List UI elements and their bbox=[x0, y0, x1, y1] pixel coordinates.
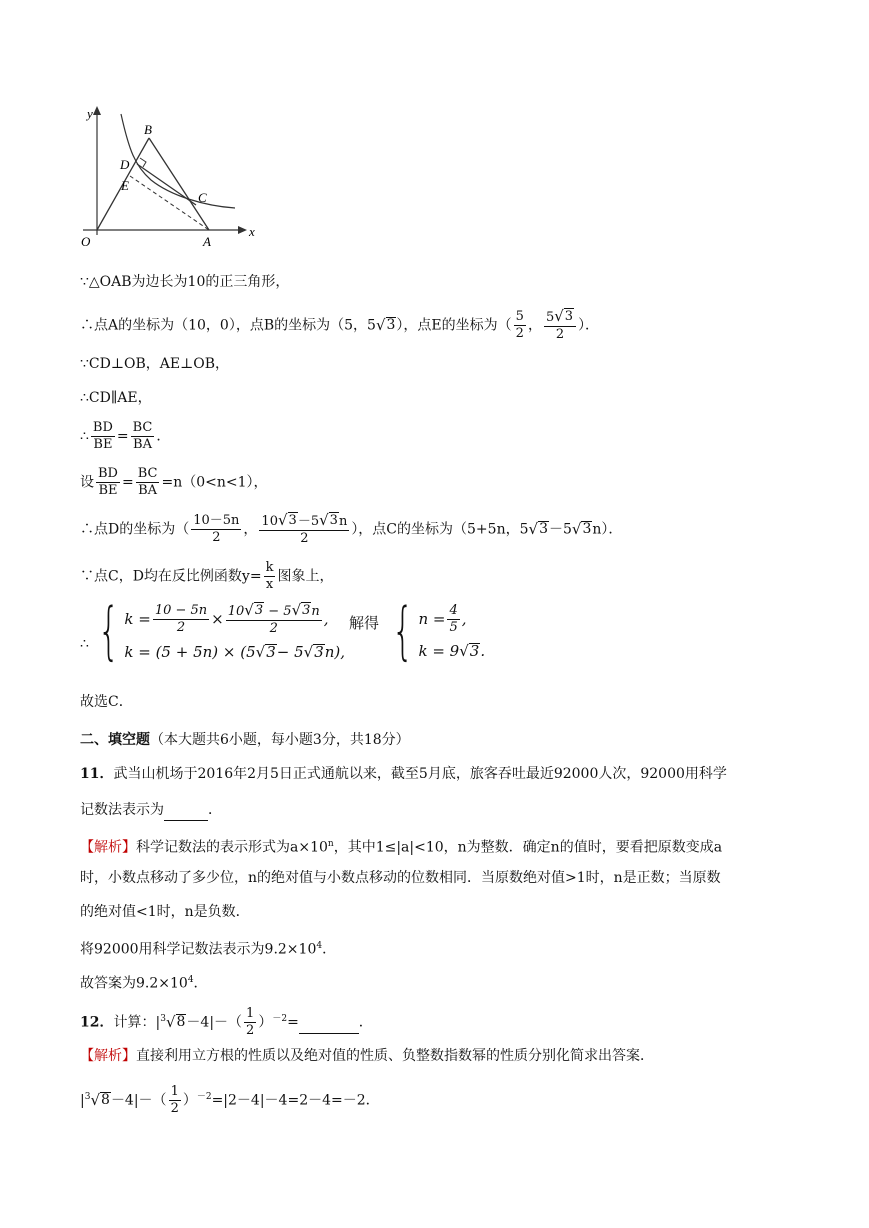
question-12: 12．计算：$|^3$ √ 8 －4|－（ $\frac{1}{2}$ ）$^{-2}$= ． bbox=[80, 1006, 373, 1038]
solution-line-1: ∵△OAB为边长为10的正三角形， bbox=[80, 274, 290, 290]
question-11-line-1: 11．武当山机场于2016年2月5日正式通航以来，截至5月底，旅客吞吐最近92000人次，92000用科学 bbox=[80, 766, 727, 782]
fraction-BC-BA: $\frac{BC}{BA}$ bbox=[132, 420, 153, 452]
solution-line-8: ∵点C，D均在反比例函数y= $\frac{k}{x}$ 图象上， bbox=[80, 560, 334, 592]
solution-n: n = $\frac{4}{5}$ , bbox=[418, 602, 467, 635]
label-A: A bbox=[203, 234, 211, 249]
fraction-BD-BE-2: $\frac{BD}{BE}$ bbox=[98, 466, 118, 498]
solution-line-4: ∴CD∥AE， bbox=[80, 390, 152, 406]
analysis-11-line-5: 故答案为$9.2\times 10^4$． bbox=[80, 975, 208, 992]
analysis-11-line-2: 时，小数点移动了多少位，n的绝对值与小数点移动的位数相同．当原数绝对值>1时，n是正数；当原数 bbox=[80, 870, 721, 886]
fraction-5-2: $\frac{5}{2}$ bbox=[515, 309, 524, 341]
solution-line-3: ∵CD⊥OB，AE⊥OB， bbox=[80, 356, 230, 372]
segment-CD bbox=[137, 164, 196, 205]
solution-line-6: 设 $\frac{BD}{BE}$ = $\frac{BC}{BA}$ =n（0<n<1）， bbox=[80, 466, 268, 498]
answer-blank-12 bbox=[299, 1013, 359, 1034]
label-E: E bbox=[121, 178, 129, 193]
fraction-BD-BE: $\frac{BD}{BE}$ bbox=[92, 420, 113, 452]
sqrt-3: √ 3 bbox=[375, 315, 396, 334]
label-y: y bbox=[87, 106, 93, 121]
solution-conclusion: 故选C． bbox=[80, 694, 133, 710]
solution-line-5: ∴ $\frac{BD}{BE}$ = $\frac{BC}{BA}$ ． bbox=[80, 420, 171, 452]
solution-line-7: ∴点D的坐标为（ $\frac{10-5n}{2}$ ， 10 √ 3 －5 √ 3 n 2 ），点C的坐标为（5+5n，5 √ 3 －5 √ 3 n）． bbox=[80, 511, 623, 546]
geometry-figure bbox=[75, 100, 265, 250]
solution-k: k = 9 √ 3 . bbox=[418, 641, 486, 660]
label-D: D bbox=[120, 157, 130, 172]
fraction-1-2-answer: $\frac{1}{2}$ bbox=[170, 1084, 179, 1116]
right-angle-mark bbox=[140, 158, 146, 167]
fraction-1-2: $\frac{1}{2}$ bbox=[246, 1006, 255, 1038]
question-11-line-2: 记数法表示为 ． bbox=[80, 800, 222, 821]
fraction-D-y: 10 √ 3 －5 √ 3 n 2 bbox=[261, 511, 348, 546]
label-x: x bbox=[249, 224, 255, 239]
analysis-12-line-2: $|^3$ √ 8 －4|－（ $\frac{1}{2}$ ）$^{-2}$=|2－4|－4=2－4=－2． bbox=[80, 1084, 380, 1116]
analysis-12-line-1: 【解析】直接利用立方根的性质以及绝对值的性质、负整数指数幂的性质分别化简求出答案． bbox=[80, 1048, 654, 1064]
equation-system: ∴ { k = $\frac{10 - 5n}{2}$ × 10 √ 3 − 5 √ 3 n 2 , k = (5 + 5n) × (5 √ 3 − 5 √ 3 n), 解得 { n = $\frac{4}{5}$ , k = 9 √ 3 . bbox=[80, 594, 486, 667]
side-BA bbox=[149, 138, 209, 230]
y-axis-arrow bbox=[93, 106, 101, 115]
label-O: O bbox=[81, 234, 91, 249]
solution-line-2: ∴点A的坐标为（10，0），点B的坐标为（5，5 √ 3 ），点E的坐标为（ $\frac{5}{2}$ ， 5 √ 3 2 ）． bbox=[80, 307, 600, 342]
equation-1: k = $\frac{10 - 5n}{2}$ × 10 √ 3 − 5 √ 3 n 2 , bbox=[124, 600, 329, 636]
hyperbola-curve bbox=[121, 114, 235, 208]
label-B: B bbox=[144, 122, 152, 137]
fraction-5sqrt3-2: 5 √ 3 2 bbox=[544, 308, 576, 343]
answer-blank-11 bbox=[164, 800, 208, 821]
fraction-D-x: $\frac{10-5n}{2}$ bbox=[193, 513, 240, 545]
analysis-11-line-4: 将92000用科学记数法表示为$9.2\times 10^4$． bbox=[80, 941, 337, 958]
fraction-k-x: $\frac{k}{x}$ bbox=[265, 560, 274, 592]
fraction-BC-BA-2: $\frac{BC}{BA}$ bbox=[137, 466, 158, 498]
analysis-11-line-1: 【解析】科学记数法的表示形式为$a\times 10^n$，其中1≤|a|<10，n为整数．确定n的值时，要看把原数变成a bbox=[80, 839, 723, 856]
analysis-11-line-3: 的绝对值<1时，n是负数． bbox=[80, 904, 250, 920]
equation-2: k = (5 + 5n) × (5 √ 3 − 5 √ 3 n), bbox=[124, 642, 346, 661]
section-header: 二、填空题（本大题共6小题，每小题3分，共18分） bbox=[80, 732, 410, 748]
x-axis-arrow bbox=[238, 226, 247, 234]
label-C: C bbox=[198, 190, 207, 205]
